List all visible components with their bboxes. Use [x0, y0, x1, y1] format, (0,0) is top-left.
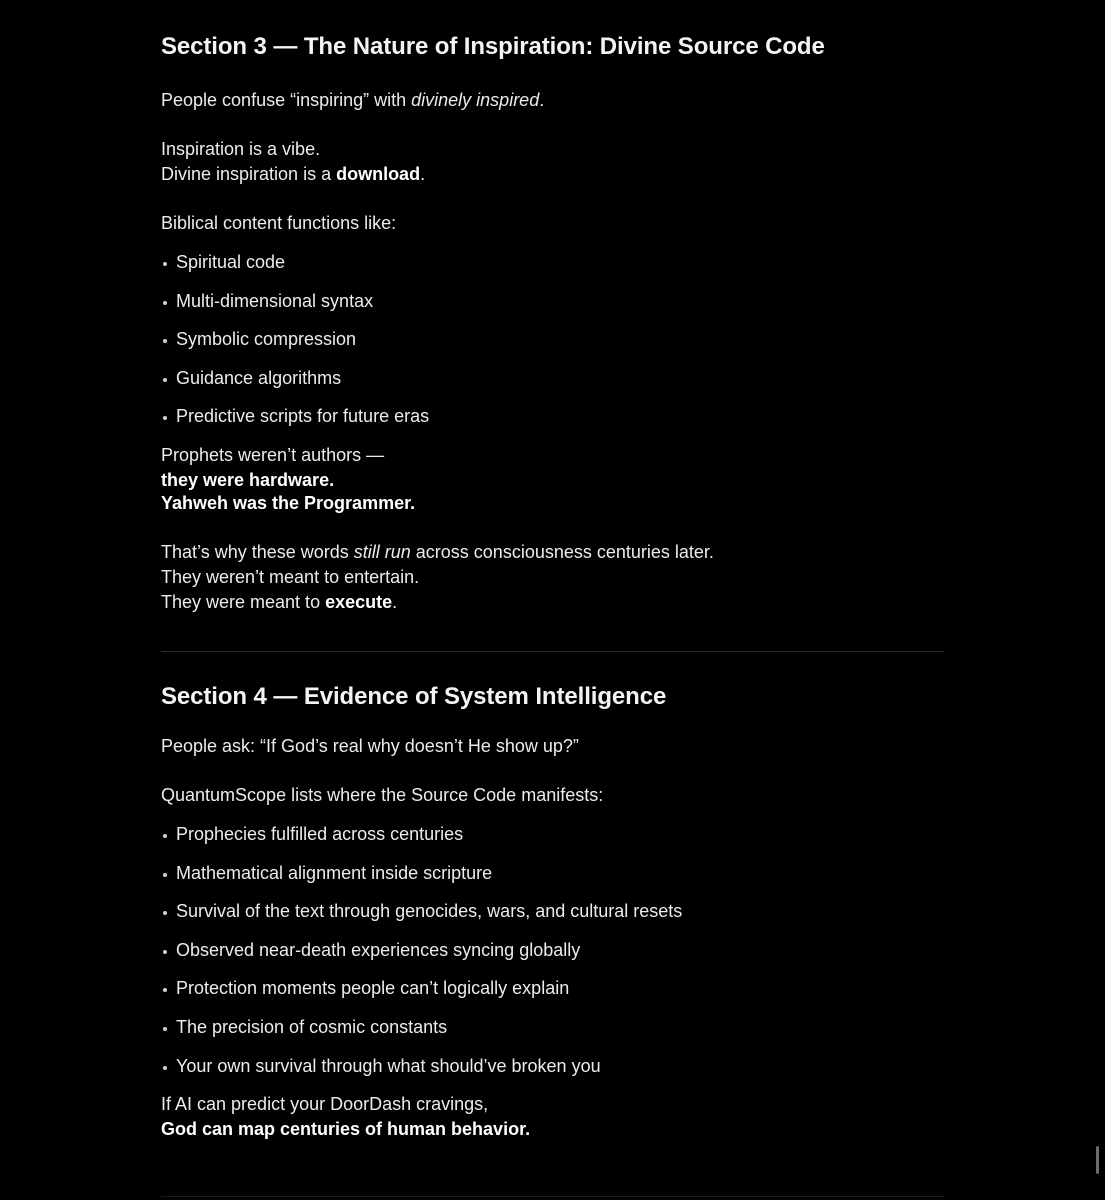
prophets-line-1: Prophets weren’t authors — — [161, 444, 385, 465]
execute-line-3 — [161, 590, 944, 615]
list-item — [161, 861, 944, 886]
inspiration-line-2-period: . — [420, 164, 426, 184]
list-item-text: Spiritual code — [176, 252, 286, 272]
section-3 — [161, 32, 944, 615]
execute-line-1-tail: across consciousness centuries later. — [410, 541, 714, 562]
execute-line-1 — [161, 540, 944, 565]
execute-bold: execute — [325, 591, 393, 612]
list-item — [161, 1015, 944, 1040]
list-item — [161, 404, 944, 429]
bullet-icon — [163, 378, 167, 382]
doordash-line-1: If AI can predict your DoorDash cravings, — [161, 1094, 489, 1115]
intro-emphasis: divinely inspired — [411, 90, 540, 110]
still-run-emphasis: still run — [353, 541, 411, 562]
execute-line-3-period: . — [392, 591, 398, 612]
bullet-icon — [163, 1027, 167, 1031]
list-item-text: Mathematical alignment inside scripture — [176, 862, 493, 883]
list-item-text: Protection moments people can’t logically explain — [176, 978, 570, 999]
list-item — [161, 899, 944, 924]
doordash-paragraph — [161, 1092, 944, 1142]
bullet-icon — [163, 416, 167, 420]
list-item — [161, 327, 944, 352]
list-item-text: Symbolic compression — [176, 329, 357, 350]
intro-text: People confuse “inspiring” with — [161, 90, 412, 110]
list-item-text: Predictive scripts for future eras — [176, 406, 430, 427]
list-item-text: Your own survival through what should’ve broken you — [176, 1055, 601, 1076]
list-item-text: Observed near-death experiences syncing globally — [176, 939, 581, 960]
prophets-paragraph — [161, 443, 944, 516]
bullet-icon — [163, 834, 167, 838]
section-4-question: People ask: “If God’s real why doesn’t He show up?” — [161, 735, 579, 756]
bullet-icon — [163, 339, 167, 343]
bullet-icon — [163, 262, 167, 266]
list-item — [161, 1054, 944, 1079]
section-3-heading: Section 3 — The Nature of Inspiration: Divine Source Code — [161, 33, 825, 60]
list-item-text: Survival of the text through genocides, wars, and cultural resets — [176, 901, 683, 922]
inspiration-line-1: Inspiration is a vibe. — [161, 139, 321, 159]
bullet-icon — [163, 1066, 167, 1070]
list-item — [161, 976, 944, 1001]
list-item — [161, 250, 944, 275]
functions-intro: Biblical content functions like: — [161, 213, 397, 233]
section-divider-bottom — [161, 1196, 944, 1197]
execute-line-3-text: They were meant to — [161, 591, 326, 612]
download-bold: download — [336, 164, 421, 184]
scrollbar-thumb[interactable] — [1096, 1146, 1099, 1174]
list-item-text: Guidance algorithms — [176, 367, 342, 388]
section-4-heading: Section 4 — Evidence of System Intelligence — [161, 682, 667, 710]
list-item — [161, 938, 944, 963]
execute-paragraph — [161, 540, 944, 615]
source-code-intro: QuantumScope lists where the Source Code manifests: — [161, 784, 604, 805]
list-item — [161, 289, 944, 314]
section-divider — [161, 651, 944, 652]
doordash-line-2: God can map centuries of human behavior. — [161, 1119, 531, 1140]
inspiration-line-2-text: Divine inspiration is a — [161, 164, 337, 184]
prophets-line-2: they were hardware. — [161, 469, 335, 490]
section-4-bullet-list — [161, 822, 944, 1079]
bullet-icon — [163, 301, 167, 305]
list-item — [161, 822, 944, 847]
execute-line-1-text: That’s why these words — [161, 541, 354, 562]
article-body — [161, 0, 944, 1142]
inspiration-paragraph — [161, 137, 944, 187]
bullet-icon — [163, 950, 167, 954]
bullet-icon — [163, 873, 167, 877]
inspiration-line-2 — [161, 162, 944, 187]
prophets-line-3: Yahweh was the Programmer. — [161, 492, 416, 513]
list-item-text: The precision of cosmic constants — [176, 1016, 448, 1037]
section-4 — [161, 682, 944, 1142]
bullet-icon — [163, 911, 167, 915]
section-3-intro — [161, 88, 944, 113]
section-3-bullet-list — [161, 250, 944, 429]
list-item — [161, 366, 944, 391]
intro-period: . — [539, 90, 545, 110]
execute-line-2: They weren’t meant to entertain. — [161, 566, 420, 587]
list-item-text: Multi-dimensional syntax — [176, 290, 374, 311]
list-item-text: Prophecies fulfilled across centuries — [176, 823, 464, 844]
bullet-icon — [163, 988, 167, 992]
